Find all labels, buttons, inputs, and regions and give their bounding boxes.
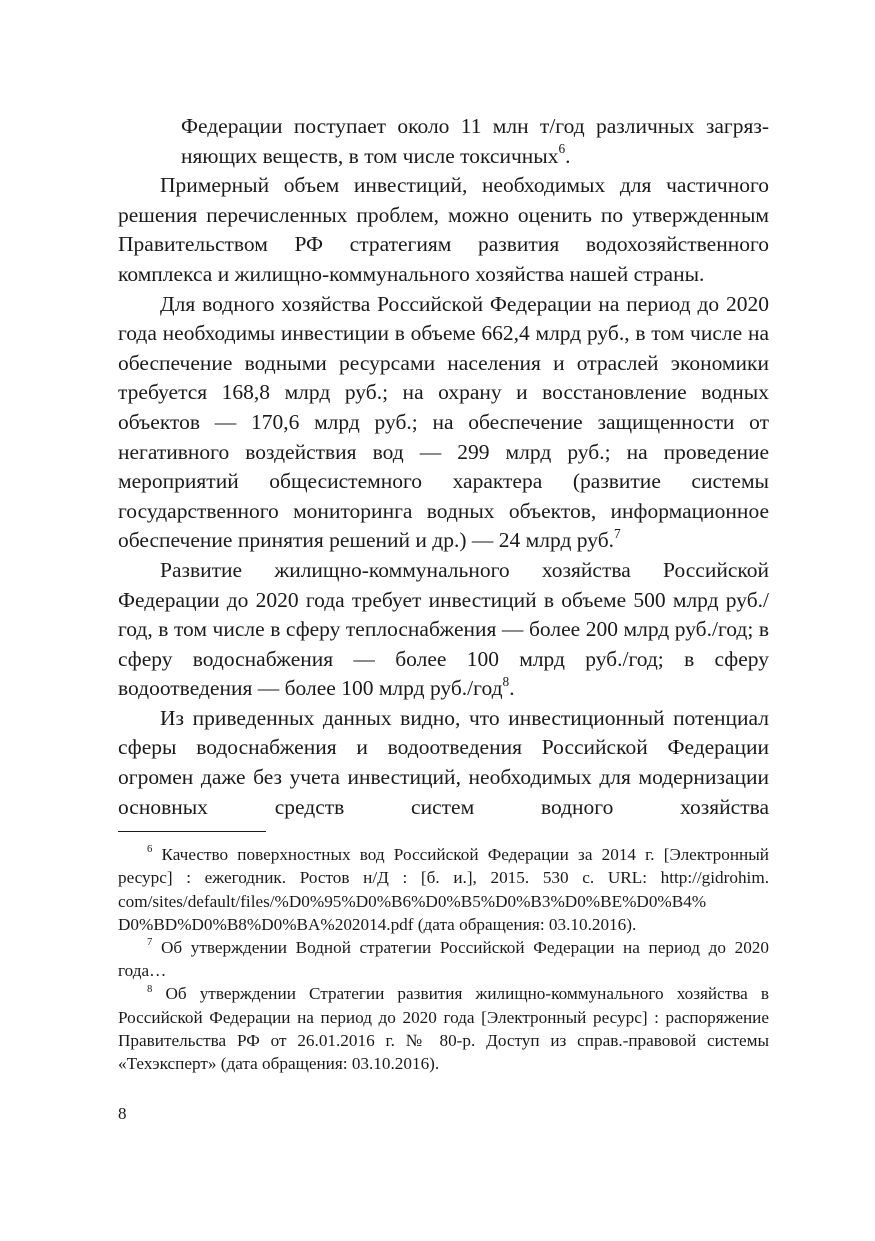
footnote-text: Об утверждении Стратегии развития жилищно-коммунального хозяйства в Российской Федерации на период до 2020 года [Электронный ресурс] : распоряжение Правительства РФ от 26.01.2016 г. № 80-р. Доступ из справ.-правовой системы «Техэксперт» (дата обращения: 03.10.2016). [118,984,769,1074]
paragraph-investment-volume [118,171,769,289]
footnote-ref-8[interactable]: 8 [502,673,510,689]
paragraph-text: Из приведенных данных видно, что инвестиционный потенциал сферы водоснабжения и водоотведения Российской Федерации огромен даже без учета инвестиций, необходимых для модернизации основных средств систем водного хозяйства [118,705,769,819]
paragraph-continuation: Федерации поступает около 11 млн т/год различных загрязняющих веществ, в том числе токсичных$^6$. [181,114,769,168]
footnote-ref-7[interactable]: 7 [614,525,621,541]
paragraph-investment-potential [118,704,769,822]
footnote-marker: 6 [147,844,153,856]
footnote-7 [118,936,769,982]
footnote-text: Качество поверхностных вод Российской Федерации за 2014 г. [Электронный ресурс] : ежегодник. Ростов н/Д : [б. и.], 2015. 530 с. URL: http://gidrohim.​com/sites/default/files/%D0%95%D0%B6%D0%B5%D0%B3%D0%BE%D0%B4%​D0%BD%D0%B8%D0%BA%202014.pdf (дата обращения: 03.10.2016). [118,845,769,934]
footnote-text: Об утверждении Водной стратегии Российской Федерации на период до 2020 года… [118,938,769,981]
paragraph-text: Федерации поступает около 11 млн т/год различных загрязняющих веществ, в том числе токсичных [181,114,769,168]
paragraph-text: Развитие жилищно-коммунального хозяйства Российской Федерации до 2020 года требует инвестиций в объеме 500 млрд руб./год, в том числе в сферу теплоснабжения — более 200 млрд руб./год; в сферу водоснабжения — более 100 млрд руб./год; в сферу водоотведения — более 100 млрд руб./год [118,557,769,701]
footnote-6 [118,843,769,936]
page-content [118,112,769,1075]
paragraph-water-sector [118,290,769,556]
paragraph-text: Примерный объем инвестиций, необходимых для частичного решения перечисленных проблем, можно оценить по утвержденным Правительством РФ стратегиям развития водохозяйственного комплекса и жилищно-коммунального хозяйства нашей страны. [118,173,769,286]
footnote-8 [118,982,769,1075]
footnote-marker: 8 [147,983,153,995]
paragraph-housing-utilities [118,556,769,704]
footnotes [118,843,769,1075]
body-text [118,112,769,822]
paragraph-text: Для водного хозяйства Российской Федерации на период до 2020 года необходимы инвестиции в объеме 662,4 млрд руб., в том числе на обеспечение водными ресурсами населения и отраслей экономики требуется 168,8 млрд руб.; на охрану и восстановление водных объектов — 170,6 млрд руб.; на обеспечение защищенности от негативного воздействия вод — 299 млрд руб.; на проведение мероприятий общесистемного характера (развитие системы государственного мониторинга водных объектов, информационное обеспечение принятия решений и др.) — 24 млрд руб. [118,291,769,553]
footnote-marker: 7 [147,937,153,949]
footnote-separator [118,831,266,832]
paragraph-tail: . [509,676,515,701]
page-number: 8 [118,1104,127,1123]
footnote-ref-6[interactable]: 6 [558,141,566,157]
